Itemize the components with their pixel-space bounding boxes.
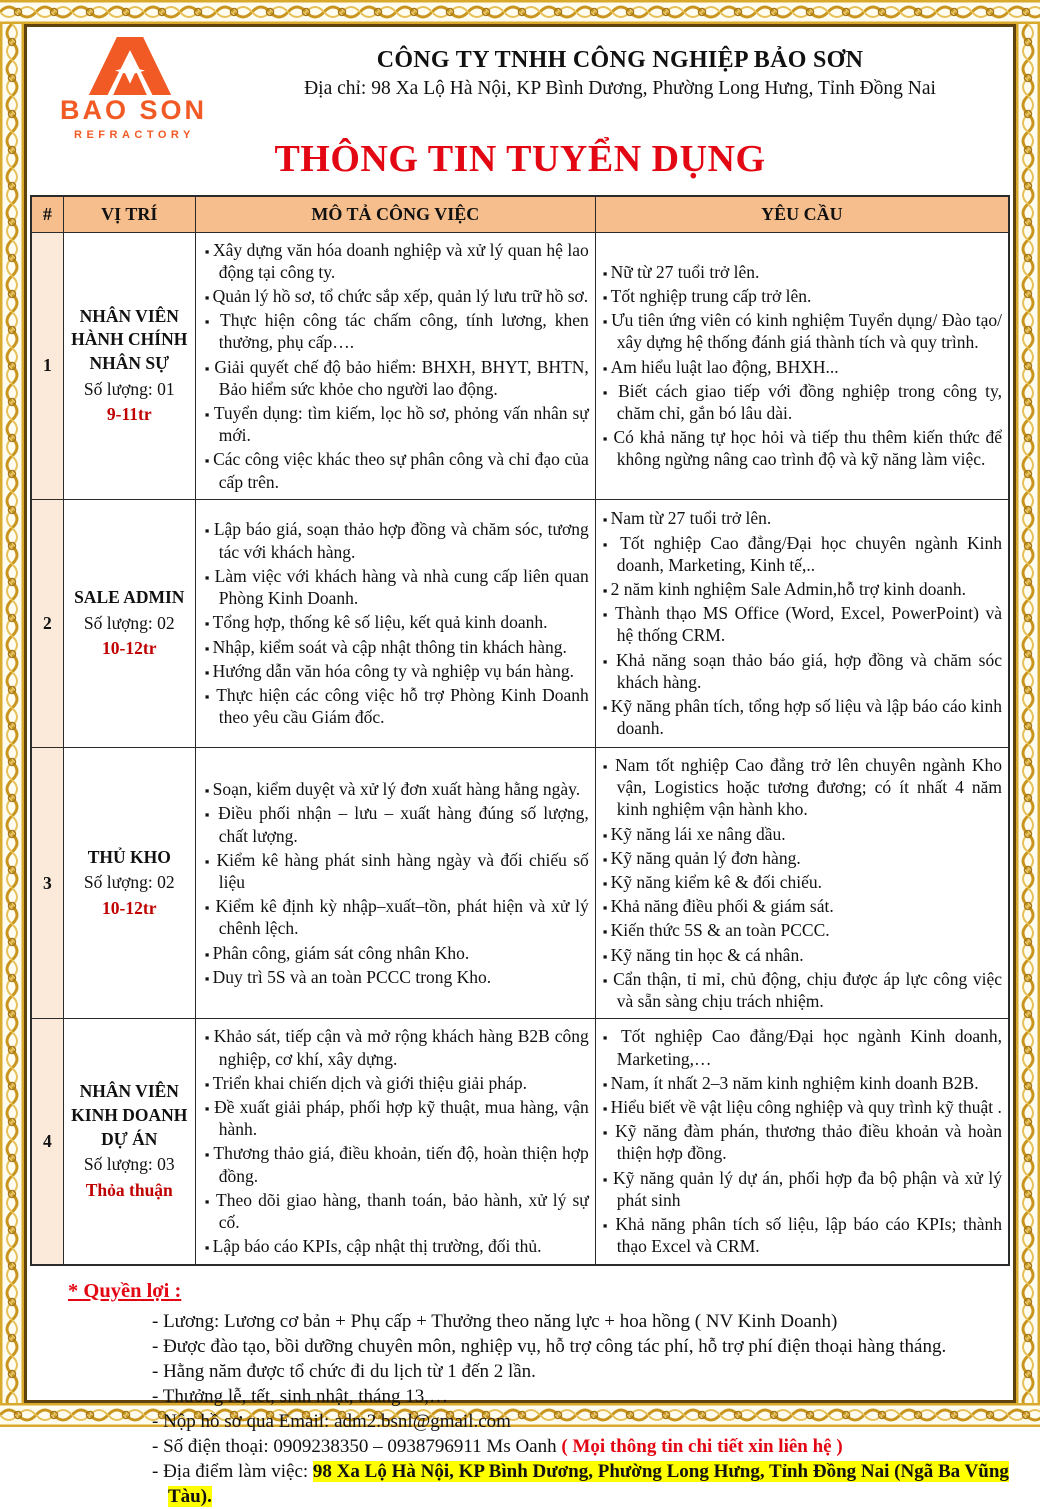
duty-item: ▪ Tổng hợp, thống kê số liệu, kết quả kinh doanh. (205, 611, 589, 633)
contact-note: ( Mọi thông tin chi tiết xin liên hệ ) (561, 1436, 842, 1457)
page-title: THÔNG TIN TUYỂN DỤNG (30, 137, 1010, 181)
requirement-item: ▪ Kỹ năng kiểm kê & đối chiếu. (603, 871, 1002, 893)
row-number: 2 (31, 499, 63, 747)
duty-item: ▪ Theo dõi giao hàng, thanh toán, bảo hành, xử lý sự cố. (205, 1189, 589, 1233)
company-name: CÔNG TY TNHH CÔNG NGHIỆP BẢO SƠN (240, 47, 1000, 74)
position-name: NHÂN VIÊN KINH DOANH DỰ ÁN (66, 1080, 193, 1151)
requirement-item: ▪ Khả năng điều phối & giám sát. (603, 895, 1002, 917)
duty-item: ▪ Xây dựng văn hóa doanh nghiệp và xử lý quan hệ lao động tại công ty. (205, 239, 589, 283)
company-address: Địa chỉ: 98 Xa Lộ Hà Nội, KP Bình Dương, Phường Long Hưng, Tỉnh Đồng Nai (240, 78, 1000, 100)
position-salary: 9-11tr (66, 403, 193, 427)
jobs-table (30, 195, 1010, 1266)
frame-ornament-right (1016, 24, 1040, 1403)
duty-item: ▪ Tuyển dụng: tìm kiếm, lọc hồ sơ, phỏng vấn nhân sự mới. (205, 402, 589, 446)
requirement-item: ▪ Kỹ năng phân tích, tổng hợp số liệu và lập báo cáo kinh doanh. (603, 695, 1002, 739)
column-header-requirements: YÊU CẦU (595, 196, 1009, 232)
requirement-item: ▪ Kỹ năng đàm phán, thương thảo điều khoản và hoàn thiện hợp đồng. (603, 1120, 1002, 1164)
position-quantity: Số lượng: 03 (66, 1153, 193, 1177)
frame-ornament-left (0, 24, 24, 1403)
requirement-item: ▪ Nam từ 27 tuổi trở lên. (603, 507, 1002, 529)
position-name: THỦ KHO (66, 846, 193, 870)
column-header-duties: MÔ TẢ CÔNG VIỆC (195, 196, 595, 232)
benefits-section (68, 1280, 1010, 1509)
bao-son-mountain-icon (82, 37, 178, 95)
position-salary: 10-12tr (66, 897, 193, 921)
document-content (24, 24, 1016, 1403)
requirement-item: ▪ 2 năm kinh nghiệm Sale Admin,hỗ trợ kinh doanh. (603, 578, 1002, 600)
requirement-item: ▪ Khả năng soạn thảo báo giá, hợp đồng và chăm sóc khách hàng. (603, 649, 1002, 693)
benefit-item: - Lương: Lương cơ bản + Phụ cấp + Thưởng theo năng lực + hoa hồng ( NV Kinh Doanh) (152, 1309, 1010, 1334)
position-cell (63, 1019, 195, 1265)
phone-line (152, 1434, 1010, 1459)
position-name: SALE ADMIN (66, 586, 193, 610)
position-cell (63, 747, 195, 1018)
requirement-item: ▪ Cẩn thận, tỉ mỉ, chủ động, chịu được áp lực công việc và sẵn sàng chịu trách nhiệm. (603, 968, 1002, 1012)
duty-item: ▪ Hướng dẫn văn hóa công ty và nghiệp vụ bán hàng. (205, 660, 589, 682)
position-quantity: Số lượng: 02 (66, 612, 193, 636)
requirement-item: ▪ Khả năng phân tích số liệu, lập báo cáo KPIs; thành thạo Excel và CRM. (603, 1213, 1002, 1257)
duty-item: ▪ Duy trì 5S và an toàn PCCC trong Kho. (205, 966, 589, 988)
duty-item: ▪ Lập báo giá, soạn thảo hợp đồng và chăm sóc, tương tác với khách hàng. (205, 518, 589, 562)
benefit-item: - Được đào tạo, bồi dưỡng chuyên môn, nghiệp vụ, hỗ trợ công tác phí, hỗ trợ phí điện thoại hàng tháng. (152, 1334, 1010, 1359)
requirement-item: ▪ Ưu tiên ứng viên có kinh nghiệm Tuyển dụng/ Đào tạo/ xây dựng hệ thống đánh giá thành tích và quy trình. (603, 309, 1002, 353)
company-block (240, 35, 1010, 100)
position-quantity: Số lượng: 02 (66, 871, 193, 895)
phone-text: Số điện thoại: 0909238350 – 0938796911 Ms Oanh (163, 1436, 561, 1457)
duties-cell (195, 747, 595, 1018)
location-highlight: 98 Xa Lộ Hà Nội, KP Bình Dương, Phường Long Hưng, Tỉnh Đồng Nai (Ngã Ba Vũng Tàu). (168, 1461, 1009, 1507)
requirement-item: ▪ Kỹ năng lái xe nâng dầu. (603, 823, 1002, 845)
duty-item: ▪ Làm việc với khách hàng và nhà cung cấp liên quan Phòng Kinh Doanh. (205, 565, 589, 609)
requirements-cell (595, 1019, 1009, 1265)
benefit-item: - Hằng năm được tổ chức đi du lịch từ 1 đến 2 lần. (152, 1359, 1010, 1384)
table-row (31, 1019, 1009, 1265)
work-location-line (152, 1459, 1010, 1509)
duties-cell (195, 1019, 595, 1265)
duty-item: ▪ Các công việc khác theo sự phân công và chỉ đạo của cấp trên. (205, 448, 589, 492)
duty-item: ▪ Giải quyết chế độ bảo hiểm: BHXH, BHYT, BHTN, Bảo hiểm sức khỏe cho người lao động. (205, 356, 589, 400)
requirement-item: ▪ Kỹ năng quản lý dự án, phối hợp đa bộ phận và xử lý phát sinh (603, 1167, 1002, 1211)
frame-ornament-top (0, 0, 1040, 24)
requirement-item: ▪ Nữ từ 27 tuổi trở lên. (603, 261, 1002, 283)
logo-subtitle: REFRACTORY (74, 129, 240, 141)
benefit-item: - Nộp hồ sơ qua Email: adm2.bsnl@gmail.com (152, 1409, 1010, 1434)
requirement-item: ▪ Thành thạo MS Office (Word, Excel, PowerPoint) và hệ thống CRM. (603, 602, 1002, 646)
duty-item: ▪ Thực hiện công tác chấm công, tính lương, khen thưởng, phụ cấp…. (205, 309, 589, 353)
position-cell (63, 232, 195, 499)
table-row (31, 499, 1009, 747)
position-cell (63, 499, 195, 747)
duty-item: ▪ Quản lý hồ sơ, tổ chức sắp xếp, quản lý lưu trữ hồ sơ. (205, 285, 589, 307)
location-label: Địa điểm làm việc: (163, 1461, 313, 1482)
table-row (31, 232, 1009, 499)
requirement-item: ▪ Nam tốt nghiệp Cao đẳng trở lên chuyên ngành Kho vận, Logistics hoặc tương đương; có ít nhất 4 năm kinh nghiệm vận hành kho. (603, 754, 1002, 821)
duty-item: ▪ Lập báo cáo KPIs, cập nhật thị trường, đối thủ. (205, 1235, 589, 1257)
column-header-position: VỊ TRÍ (63, 196, 195, 232)
requirement-item: ▪ Biết cách giao tiếp với đồng nghiệp trong công ty, chăm chỉ, gắn bó lâu dài. (603, 380, 1002, 424)
duty-item: ▪ Khảo sát, tiếp cận và mở rộng khách hàng B2B công nghiệp, cơ khí, xây dựng. (205, 1025, 589, 1069)
duty-item: ▪ Kiểm kê hàng phát sinh hàng ngày và đối chiếu số liệu (205, 849, 589, 893)
row-number: 1 (31, 232, 63, 499)
requirement-item: ▪ Tốt nghiệp Cao đẳng/Đại học ngành Kinh doanh, Marketing,… (603, 1025, 1002, 1069)
logo-name: BAO SON (60, 97, 240, 124)
requirement-item: ▪ Kỹ năng tin học & cá nhân. (603, 944, 1002, 966)
duty-item: ▪ Phân công, giám sát công nhân Kho. (205, 942, 589, 964)
requirement-item: ▪ Kiến thức 5S & an toàn PCCC. (603, 919, 1002, 941)
duty-item: ▪ Thương thảo giá, điều khoản, tiến độ, hoàn thiện hợp đồng. (205, 1142, 589, 1186)
requirement-item: ▪ Tốt nghiệp trung cấp trở lên. (603, 285, 1002, 307)
requirement-item: ▪ Tốt nghiệp Cao đẳng/Đại học chuyên ngành Kinh doanh, Marketing, Kinh tế,.. (603, 532, 1002, 576)
column-header-index: # (31, 196, 63, 232)
position-quantity: Số lượng: 01 (66, 378, 193, 402)
requirement-item: ▪ Có khả năng tự học hỏi và tiếp thu thêm kiến thức để không ngừng nâng cao trình độ và kỹ năng làm việc. (603, 426, 1002, 470)
duty-item: ▪ Điều phối nhận – lưu – xuất hàng đúng số lượng, chất lượng. (205, 802, 589, 846)
duty-item: ▪ Kiểm kê định kỳ nhập–xuất–tồn, phát hiện và xử lý chênh lệch. (205, 895, 589, 939)
requirement-item: ▪ Hiểu biết về vật liệu công nghiệp và quy trình kỹ thuật . (603, 1096, 1002, 1118)
duty-item: ▪ Thực hiện các công việc hỗ trợ Phòng Kinh Doanh theo yêu cầu Giám đốc. (205, 684, 589, 728)
document-header (30, 27, 1010, 131)
table-header-row (31, 196, 1009, 232)
row-number: 3 (31, 747, 63, 1018)
benefits-list (68, 1309, 1010, 1434)
company-logo (30, 35, 240, 141)
requirements-cell (595, 747, 1009, 1018)
position-salary: 10-12tr (66, 637, 193, 661)
benefits-heading: * Quyền lợi : (68, 1280, 1010, 1303)
duty-item: ▪ Đề xuất giải pháp, phối hợp kỹ thuật, mua hàng, vận hành. (205, 1096, 589, 1140)
position-name: NHÂN VIÊN HÀNH CHÍNH NHÂN SỰ (66, 305, 193, 376)
requirement-item: ▪ Am hiểu luật lao động, BHXH... (603, 356, 1002, 378)
duty-item: ▪ Triển khai chiến dịch và giới thiệu giải pháp. (205, 1072, 589, 1094)
duties-cell (195, 232, 595, 499)
duty-item: ▪ Nhập, kiểm soát và cập nhật thông tin khách hàng. (205, 636, 589, 658)
requirements-cell (595, 499, 1009, 747)
duty-item: ▪ Soạn, kiểm duyệt và xử lý đơn xuất hàng hằng ngày. (205, 778, 589, 800)
table-row (31, 747, 1009, 1018)
requirement-item: ▪ Kỹ năng quản lý đơn hàng. (603, 847, 1002, 869)
position-salary: Thỏa thuận (66, 1179, 193, 1203)
requirements-cell (595, 232, 1009, 499)
benefit-item: - Thưởng lễ, tết, sinh nhật, tháng 13,… (152, 1384, 1010, 1409)
duties-cell (195, 499, 595, 747)
requirement-item: ▪ Nam, ít nhất 2–3 năm kinh nghiệm kinh doanh B2B. (603, 1072, 1002, 1094)
row-number: 4 (31, 1019, 63, 1265)
